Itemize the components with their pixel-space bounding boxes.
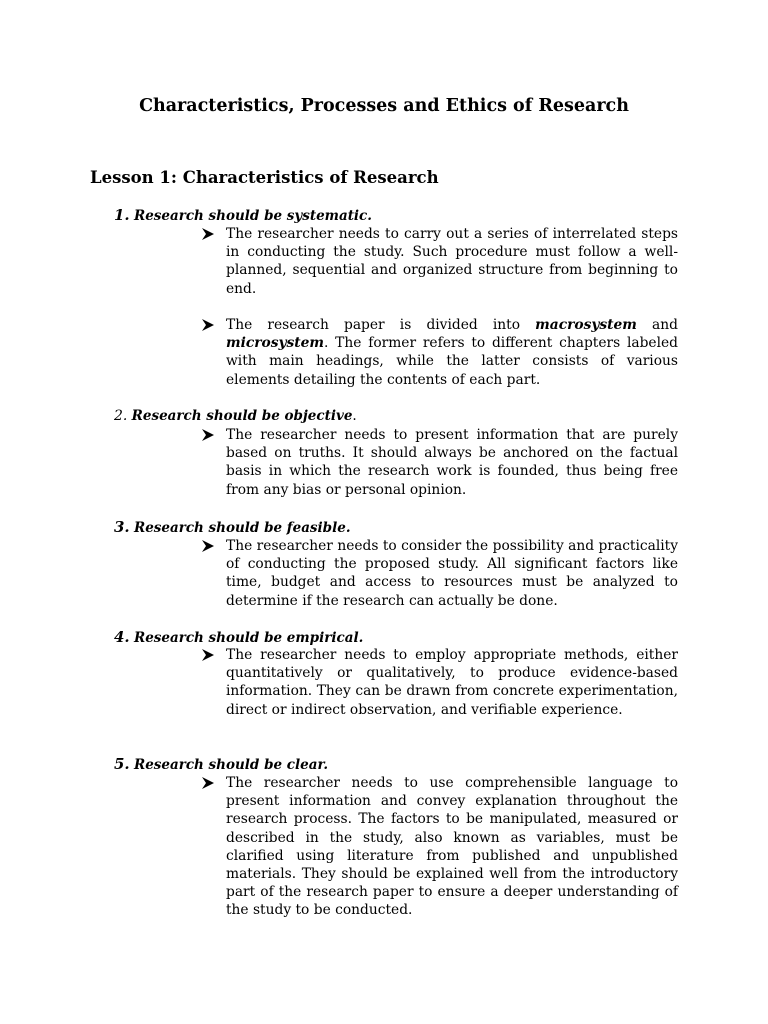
bullet-item xyxy=(201,646,678,719)
item-number: 5. xyxy=(114,755,130,773)
item-heading-4 xyxy=(114,628,363,647)
arrowhead-bullet-icon xyxy=(201,775,215,791)
bullet-text: The researcher needs to use comprehensible language to present information and convey explanation throughout the research process. The factors to be manipulated, measured or described in the study, also known as variables, must be clarified using literature from published and unpublished materials. They should be explained well from the introductory part of the research paper to ensure a deeper understanding of the study to be conducted. xyxy=(226,775,678,919)
item-heading-text: Research should be empirical. xyxy=(133,630,364,646)
bullet-text: The researcher needs to present information that are purely based on truths. It should always be anchored on the factual basis in which the research work is founded, thus being free from any bias or personal opinion. xyxy=(226,427,678,498)
bullet-item xyxy=(201,225,678,298)
item-heading-2 xyxy=(114,407,357,425)
bullet-item xyxy=(201,426,678,499)
arrowhead-bullet-icon xyxy=(201,226,215,242)
item-heading-suffix: . xyxy=(352,408,357,424)
arrowhead-bullet-icon xyxy=(201,538,215,554)
arrowhead-bullet-icon xyxy=(201,427,215,443)
item-heading-text: Research should be systematic. xyxy=(133,208,372,224)
bullet-text-part: . The former refers to different chapters labeled with main headings, while the latter consists of various elements detailing the contents of each part. xyxy=(226,335,678,388)
arrowhead-bullet-icon xyxy=(201,647,215,663)
term-microsystem: microsystem xyxy=(226,335,325,352)
item-heading-3 xyxy=(114,518,351,537)
bullet-text: The researcher needs to carry out a series of interrelated steps in conducting the study. Such procedure must follow a well-planned, sequential and organized structure from beginning to end. xyxy=(226,226,678,297)
arrowhead-bullet-icon xyxy=(201,317,215,333)
item-heading-1 xyxy=(114,206,372,225)
lesson-heading: Lesson 1: Characteristics of Research xyxy=(90,168,439,187)
bullet-item xyxy=(201,316,678,389)
bullet-item xyxy=(201,537,678,610)
bullet-text xyxy=(226,316,678,389)
bullet-item xyxy=(201,774,678,920)
item-number: 4. xyxy=(114,628,130,646)
term-macrosystem: macrosystem xyxy=(535,317,637,333)
item-number: 3. xyxy=(114,518,130,536)
item-heading-5 xyxy=(114,755,328,774)
item-number: 1. xyxy=(114,206,130,224)
item-heading-text: Research should be clear. xyxy=(133,757,329,773)
item-heading-text: Research should be objective xyxy=(131,408,353,424)
bullet-text: The researcher needs to employ appropriate methods, either quantitatively or qualitatively, to produce evidence-based information. They can be drawn from concrete experimentation, direct or indirect observation, and verifiable experience. xyxy=(226,647,678,718)
item-heading-text: Research should be feasible. xyxy=(133,520,351,536)
bullet-text: The researcher needs to consider the possibility and practicality of conducting the proposed study. All significant factors like time, budget and access to resources must be analyzed to determine if the research can actually be done. xyxy=(226,538,678,609)
bullet-text-part: The research paper is divided into xyxy=(226,317,536,333)
document-title: Characteristics, Processes and Ethics of Research xyxy=(139,96,629,116)
item-number: 2. xyxy=(114,408,128,424)
bullet-text-part: and xyxy=(636,317,678,333)
